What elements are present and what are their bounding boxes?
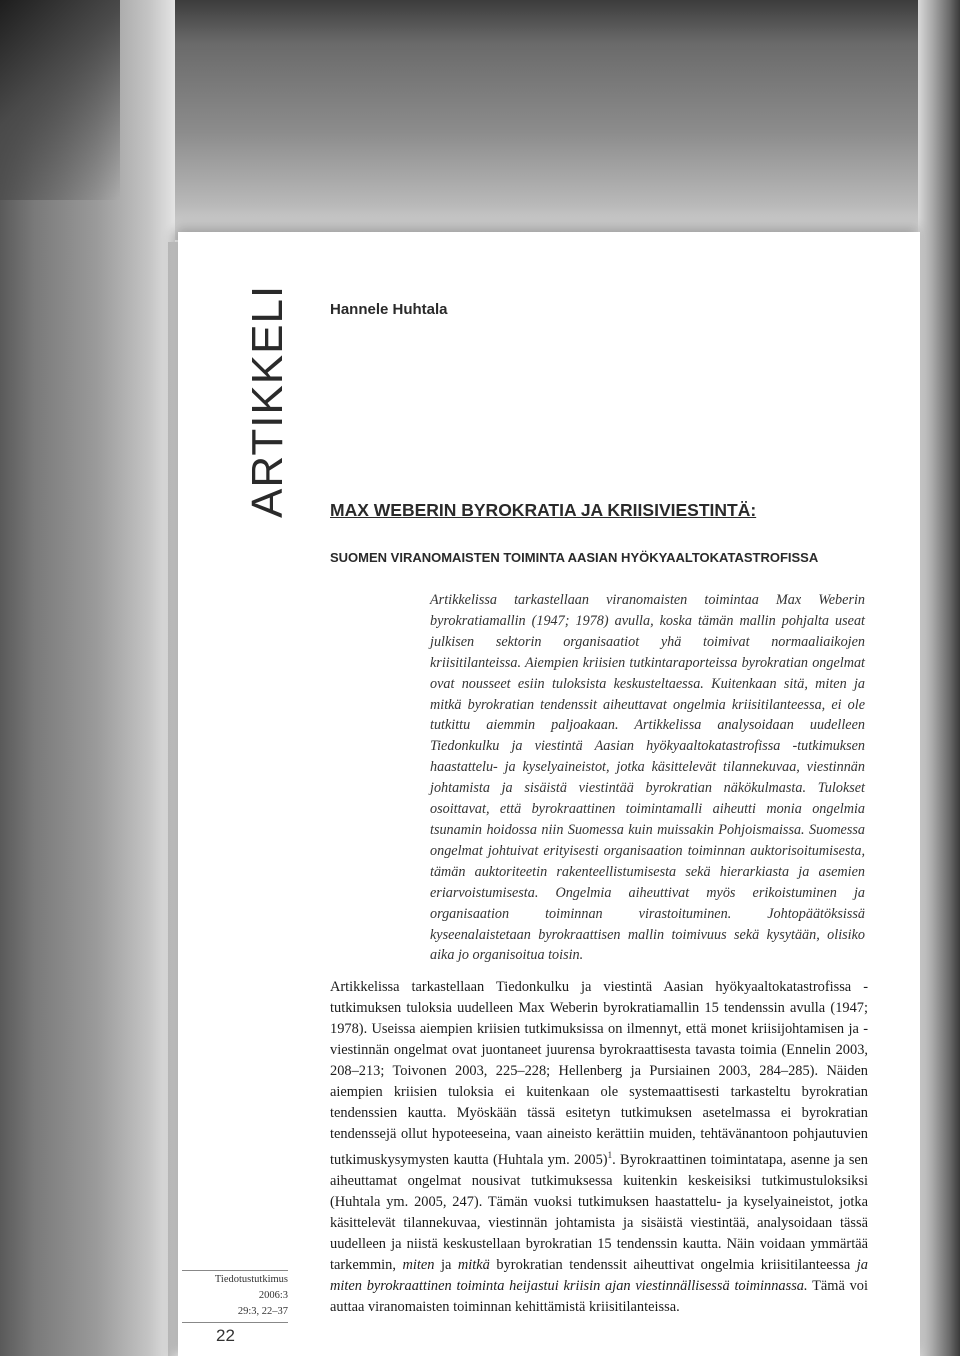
body-text — [330, 977, 868, 1318]
journal-issue: 2006:3 — [258, 1290, 288, 1301]
journal-volume-pages: 29:3, 22–37 — [237, 1306, 288, 1317]
body-italic-miten: miten — [402, 1256, 435, 1273]
abstract — [430, 590, 865, 966]
article-subtitle: SUOMEN VIRANOMAISTEN TOIMINTA AASIAN HYÖKYAALTOKATASTROFISSA — [330, 550, 819, 565]
scan-shadow-corner — [0, 0, 120, 200]
body-italic-research-question: ja miten byrokraattinen toiminta heijastui kriisin ajan viestinnällisessä toiminnassa. — [330, 1256, 868, 1294]
footnote-marker: 1 — [607, 1150, 613, 1160]
body-text-part5: Tämä voi auttaa viranomaisten toiminnan kehittämistä kriisitilanteissa. — [330, 1277, 868, 1315]
article-title: MAX WEBERIN BYROKRATIA JA KRIISIVIESTINTÄ: — [330, 500, 757, 520]
body-text-part3: ja — [434, 1256, 458, 1273]
journal-info — [190, 1272, 288, 1320]
body-italic-mitka: mitkä — [457, 1256, 490, 1273]
scan-shadow-left — [0, 0, 175, 1356]
journal-info-rule-bottom — [182, 1322, 288, 1323]
author-name: Hannele Huhtala — [330, 301, 448, 318]
body-text-part2: . Byrokraattinen toimintatapa, asenne ja sen aiheuttamat ongelmat nousivat tutkimuksessa kuitenkin keskeisiksi tutkimustuloksiksi (Huhtala ym. 2005, 247). Tämän vuoksi tutkimuksen haastattelu- ja kyselyaineistot, jotka käsittelevät tilannekuvaa, viestinnän johtamista ja sisäistä viestintää, analysoidaan tässä uudelleen ja niistä keskustellaan byrokratian 15 tendenssin kautta. Näin voidaan ymmärtää tarkemmin, — [330, 1151, 868, 1273]
abstract-text: Artikkelissa tarkastellaan viranomaisten toimintaa Max Weberin byrokratiamallin (1947; 1978) avulla, koska tämän mallin pohjalta useat julkisen sektorin organisaatiot yhä toimivat normaaliaikojen kriisitilanteissa. Aiempien kriisien tutkintaraporteissa byrokratian ongelmat ovat nousseet esiin tuloksista keskusteltaessa. Kuitenkaan sitä, miten ja mitkä byrokratian tendenssit aiheuttavat ongelmia kriisitilanteessa, ei ole tutkittu aiemmin paljoakaan. Artikkelissa analysoidaan uudelleen Tiedonkulku ja viestintä Aasian hyökyaaltokatastrofissa -tutkimuksen haastattelu- ja kyselyaineistot, jotka käsittelevät tilannekuvaa, viestinnän johtamista ja sisäistä viestintää byrokratian näkökulmasta. Tulokset osoittavat, että byrokraattinen toimintamalli aiheutti monia ongelmia tsunamin hoidossa niin Suomessa kuin muissakin Pohjoismaissa. Suomessa ongelmat johtuivat erityisesti organisaation toiminnan auktorisoitumisesta, tämän auktoriteetin rakenteellistumisesta sekä hierarkiasta ja asemien eriarvoistumisesta. Ongelmia aiheuttivat myös erikoistuminen ja organisaation toiminnan virastoituminen. Johtopäätöksissä kyseenalaistetaan byrokraattisen mallin toimivuus sekä kysytään, olisiko aika jo organisoitua toisin. — [430, 592, 865, 964]
body-text-part4: byrokratian tendenssit aiheuttivat ongelmia kriisitilanteessa — [489, 1256, 857, 1273]
page-number: 22 — [216, 1326, 235, 1345]
body-paragraph — [330, 977, 868, 1318]
body-text-part1: Artikkelissa tarkastellaan Tiedonkulku ja viestintä Aasian hyökyaaltokatastrofissa -tutkimuksen tuloksia uudelleen Max Weberin byrokratiamallin 15 tendenssin avulla (1947; 1978). Useissa aiempien kriisien tutkimuksissa on ilmennyt, että monet kriisijohtamisen ja -viestinnän ongelmat ovat juontaneet juurensa byrokraattisesta tavasta toimia (Ennelin 2003, 208–213; Toivonen 2003, 225–228; Hellenberg ja Pursiainen 2003, 284–285). Näiden aiempien kriisien tuloksia ei kuitenkaan ole systemaattisesti tarkasteltu byrokratian tendenssien kautta. Myöskään tässä esitetyn tutkimuksen asetelmassa ei byrokratian tendenssejä ollut hypoteeseina, vaan aineisto kerättiin muiden, tehtävänantoon pohjautuvien tutkimuskysymysten kautta (Huhtala ym. 2005) — [330, 979, 868, 1168]
journal-name: Tiedotustutkimus — [214, 1274, 288, 1285]
scan-shadow-right — [918, 0, 960, 1356]
journal-info-rule-top — [182, 1270, 288, 1271]
section-label: ARTIKKELI — [243, 284, 292, 518]
